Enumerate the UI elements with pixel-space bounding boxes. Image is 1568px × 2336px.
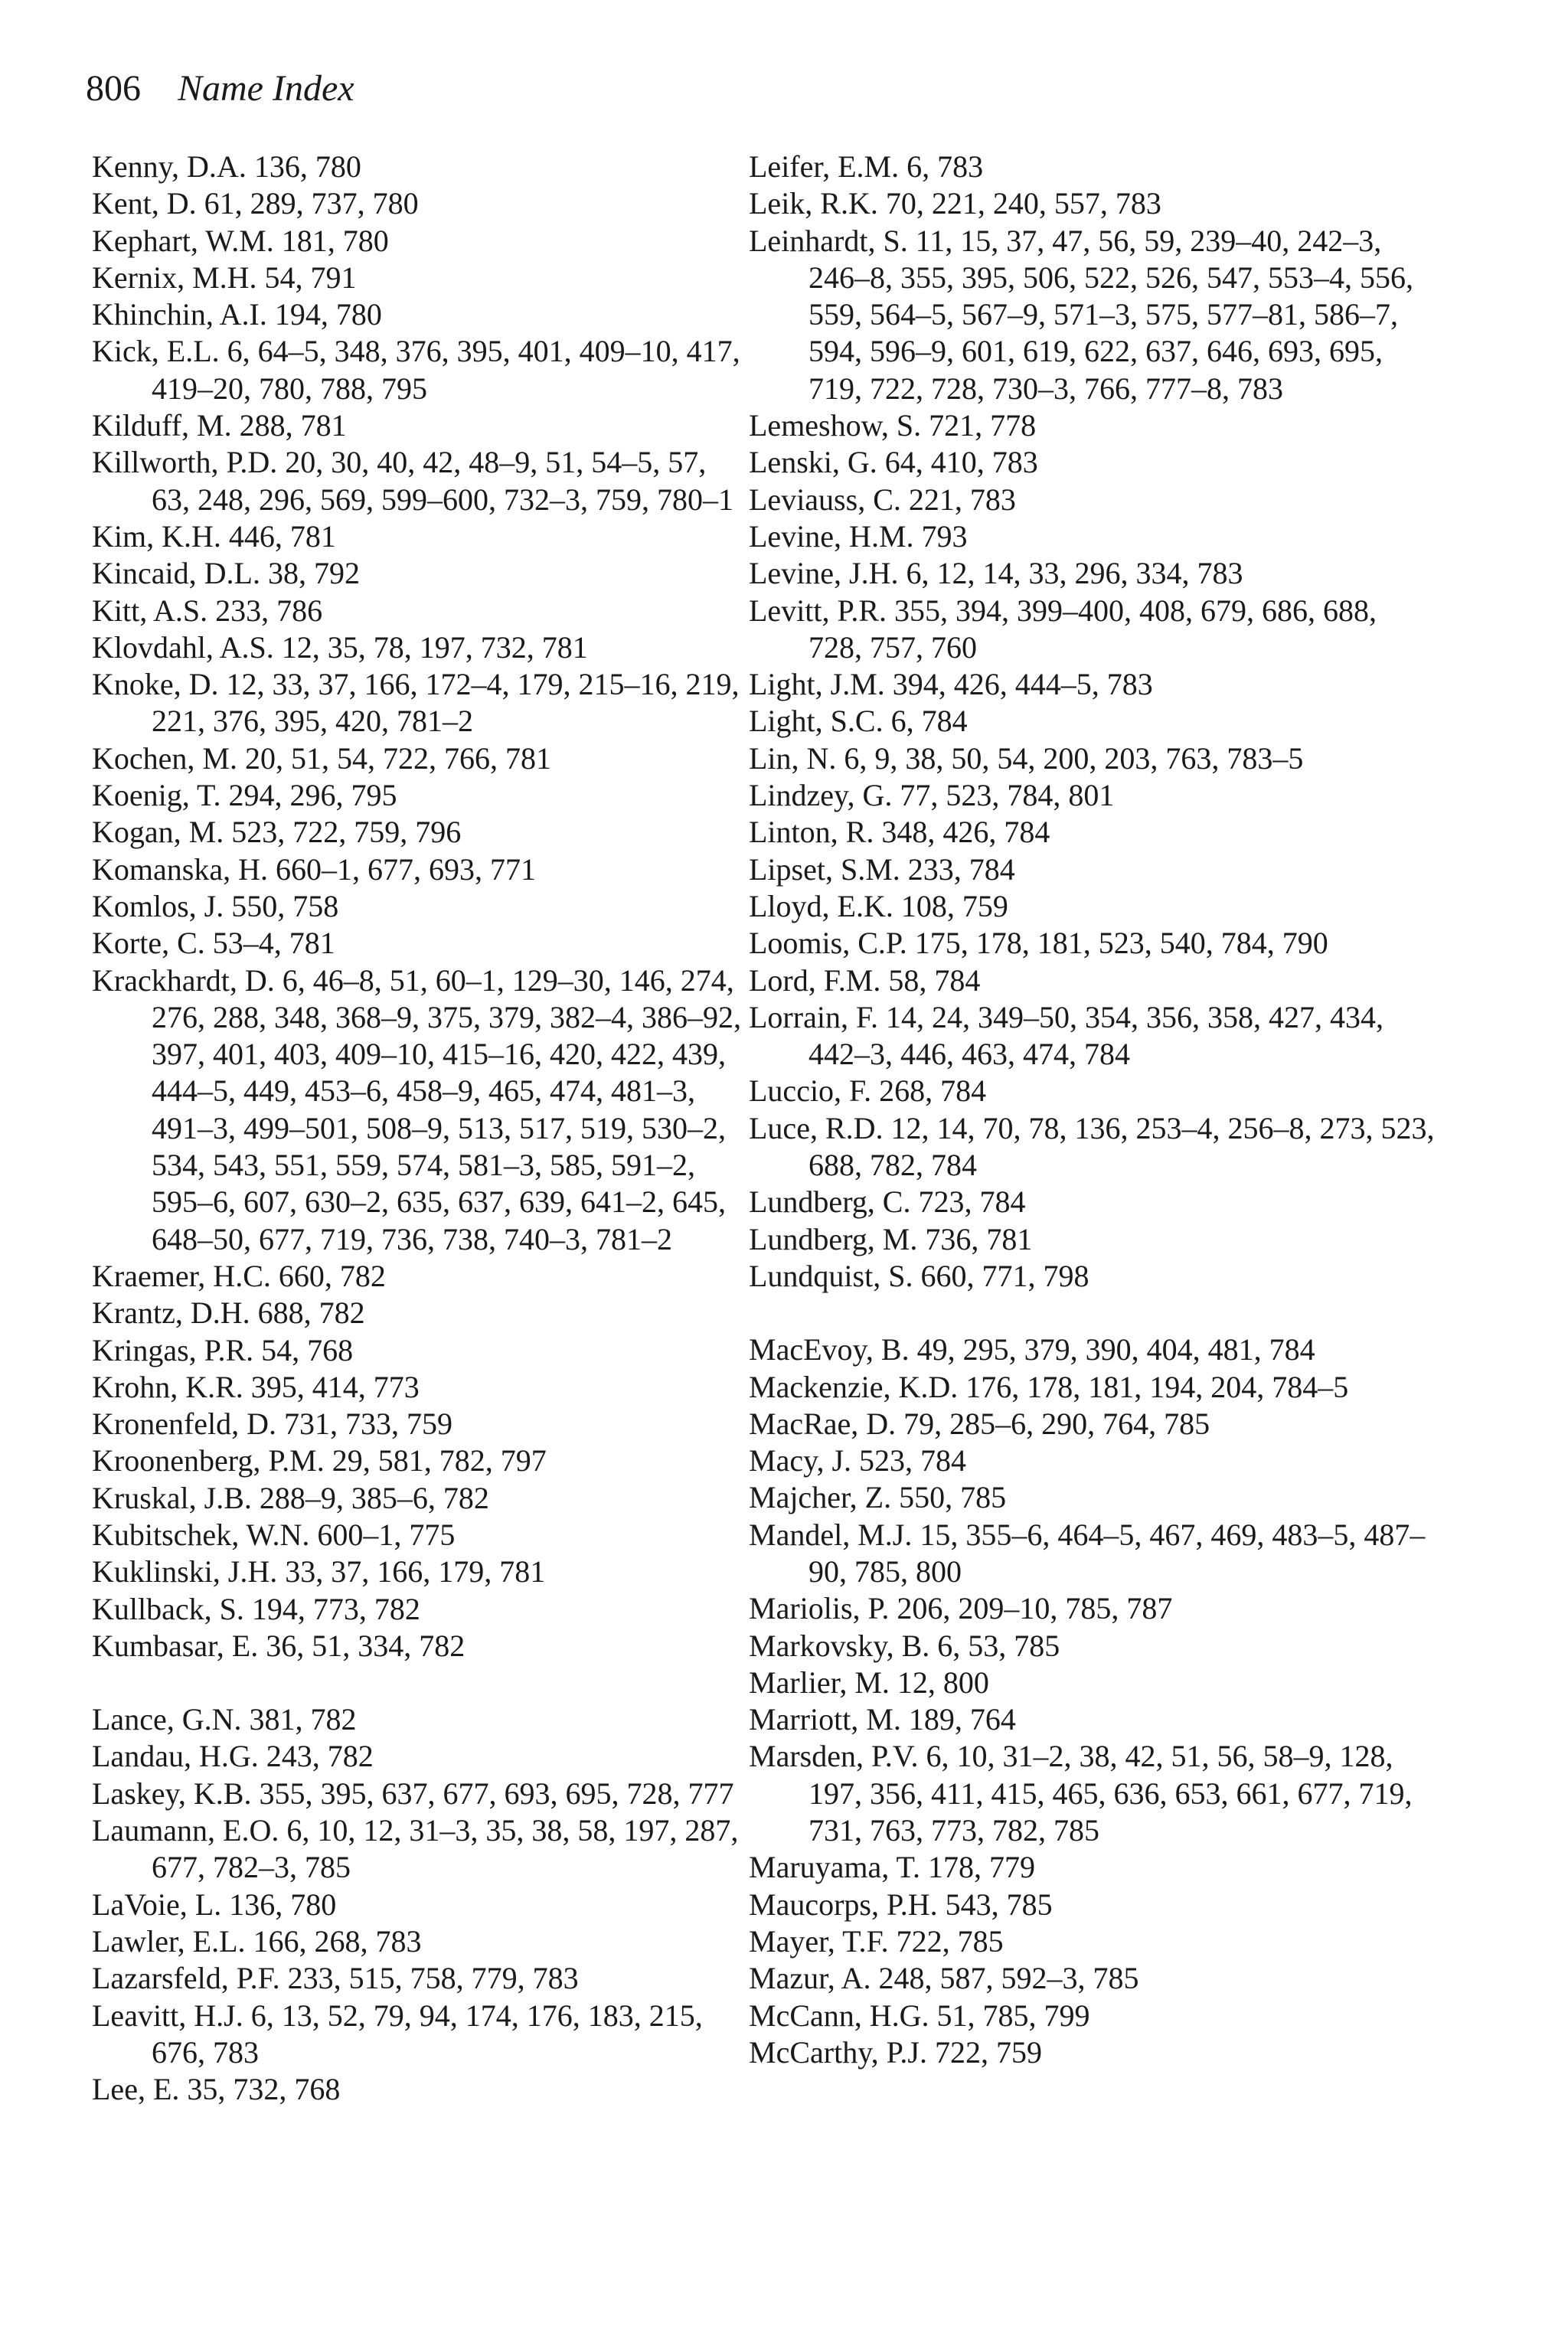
index-entry: Lord, F.M. 58, 784	[749, 962, 981, 998]
running-head: Name Index	[178, 68, 354, 109]
index-entry: Leifer, E.M. 6, 783	[749, 149, 984, 184]
index-entry: Mariolis, P. 206, 209–10, 785, 787	[749, 1591, 1173, 1626]
index-entry: Mazur, A. 248, 587, 592–3, 785	[749, 1961, 1139, 1996]
index-entry: Lance, G.N. 381, 782	[92, 1702, 357, 1737]
page-number: 806	[86, 68, 141, 109]
index-entry: Kernix, M.H. 54, 791	[92, 260, 357, 295]
index-entry: Kogan, M. 523, 722, 759, 796	[92, 815, 462, 850]
index-entry: Lloyd, E.K. 108, 759	[749, 888, 1008, 923]
index-entry: Kick, E.L. 6, 64–5, 348, 376, 395, 401, 409–10, 417, 419–20, 780, 788, 795	[92, 334, 740, 406]
index-entry: Kincaid, D.L. 38, 792	[92, 556, 360, 591]
index-entry: Krohn, K.R. 395, 414, 773	[92, 1369, 420, 1404]
page-header	[86, 64, 354, 113]
index-entry: Kitt, A.S. 233, 786	[92, 593, 323, 628]
index-group-m	[749, 1331, 1438, 2071]
index-entry: Lazarsfeld, P.F. 233, 515, 758, 779, 783	[92, 1961, 579, 1996]
index-entry: Maucorps, P.H. 543, 785	[749, 1887, 1053, 1922]
index-column-right	[749, 149, 1438, 2071]
index-entry: McCarthy, P.J. 722, 759	[749, 2034, 1042, 2070]
index-entry: Kullback, S. 194, 773, 782	[92, 1591, 420, 1626]
index-entry: Khinchin, A.I. 194, 780	[92, 297, 382, 332]
index-entry: Lundberg, C. 723, 784	[749, 1184, 1026, 1220]
letter-group-spacer	[92, 1665, 750, 1701]
index-entry: Lemeshow, S. 721, 778	[749, 408, 1037, 443]
index-entry: Kroonenberg, P.M. 29, 581, 782, 797	[92, 1443, 547, 1478]
index-entry: Marriott, M. 189, 764	[749, 1702, 1016, 1737]
index-entry: Lundberg, M. 736, 781	[749, 1221, 1033, 1256]
letter-group-spacer	[749, 1295, 1438, 1331]
index-entry: Linton, R. 348, 426, 784	[749, 815, 1050, 850]
index-group-l-continued	[749, 149, 1438, 1295]
index-entry: Korte, C. 53–4, 781	[92, 926, 335, 961]
index-entry: Komanska, H. 660–1, 677, 693, 771	[92, 851, 536, 887]
index-entry: MacRae, D. 79, 285–6, 290, 764, 785	[749, 1406, 1210, 1441]
index-entry: Kronenfeld, D. 731, 733, 759	[92, 1407, 453, 1442]
index-entry: Kochen, M. 20, 51, 54, 722, 766, 781	[92, 740, 551, 776]
index-entry: Knoke, D. 12, 33, 37, 166, 172–4, 179, 215–16, 219, 221, 376, 395, 420, 781–2	[92, 667, 740, 739]
index-entry: Maruyama, T. 178, 779	[749, 1850, 1036, 1885]
index-entry: Lee, E. 35, 732, 768	[92, 2072, 341, 2107]
index-entry: Kumbasar, E. 36, 51, 334, 782	[92, 1628, 466, 1663]
index-entry: Leviauss, C. 221, 783	[749, 482, 1016, 517]
index-column-left	[92, 149, 750, 2108]
index-entry: McCann, H.G. 51, 785, 799	[749, 1998, 1090, 2033]
index-entry: Lin, N. 6, 9, 38, 50, 54, 200, 203, 763, 783–5	[749, 740, 1304, 776]
index-entry: Laskey, K.B. 355, 395, 637, 677, 693, 695, 728, 777	[92, 1776, 734, 1811]
index-entry: Marlier, M. 12, 800	[749, 1665, 989, 1700]
index-entry: Koenig, T. 294, 296, 795	[92, 778, 397, 813]
index-entry: Levine, J.H. 6, 12, 14, 33, 296, 334, 783	[749, 556, 1243, 591]
index-entry: Lenski, G. 64, 410, 783	[749, 445, 1038, 480]
index-entry: Lorrain, F. 14, 24, 349–50, 354, 356, 358, 427, 434, 442–3, 446, 463, 474, 784	[749, 999, 1383, 1072]
index-entry: Luccio, F. 268, 784	[749, 1073, 987, 1109]
index-entry: Levitt, P.R. 355, 394, 399–400, 408, 679, 686, 688, 728, 757, 760	[749, 593, 1377, 665]
index-entry: Lipset, S.M. 233, 784	[749, 851, 1015, 887]
index-entry: Levine, H.M. 793	[749, 518, 968, 554]
index-entry: Lindzey, G. 77, 523, 784, 801	[749, 778, 1115, 813]
index-entry: Krackhardt, D. 6, 46–8, 51, 60–1, 129–30, 146, 274, 276, 288, 348, 368–9, 375, 379, 382–4, 386–92, 397, 401, 403, 409–10, 415–16, 420, 422, 439, 444–5, 449, 453–6, 458–9, 465, 474, 481–3, 491–3, 499–501, 508–9, 513, 517, 519, 530–2, 534, 543, 551, 559, 574, 581–3, 585, 591–2, 595–6, 607, 630–2, 635, 637, 639, 641–2, 645, 648–50, 677, 719, 736, 738, 740–3, 781–2	[92, 962, 741, 1256]
index-entry: Killworth, P.D. 20, 30, 40, 42, 48–9, 51, 54–5, 57, 63, 248, 296, 569, 599–600, 732–3, 759, 780–1	[92, 445, 733, 517]
index-entry: Kubitschek, W.N. 600–1, 775	[92, 1517, 456, 1552]
index-entry: Lundquist, S. 660, 771, 798	[749, 1258, 1089, 1293]
index-entry: Krantz, D.H. 688, 782	[92, 1295, 365, 1331]
index-entry: Macy, J. 523, 784	[749, 1443, 967, 1478]
index-entry: Loomis, C.P. 175, 178, 181, 523, 540, 784, 790	[749, 926, 1328, 961]
index-entry: Luce, R.D. 12, 14, 70, 78, 136, 253–4, 256–8, 273, 523, 688, 782, 784	[749, 1110, 1435, 1183]
index-entry: Light, S.C. 6, 784	[749, 704, 968, 739]
index-entry: Majcher, Z. 550, 785	[749, 1480, 1007, 1515]
index-entry: Laumann, E.O. 6, 10, 12, 31–3, 35, 38, 58, 197, 287, 677, 782–3, 785	[92, 1813, 739, 1885]
index-entry: Landau, H.G. 243, 782	[92, 1739, 374, 1774]
index-entry: Kilduff, M. 288, 781	[92, 408, 347, 443]
index-group-l	[92, 1701, 750, 2108]
index-entry: Leik, R.K. 70, 221, 240, 557, 783	[749, 186, 1161, 221]
index-entry: Kephart, W.M. 181, 780	[92, 223, 389, 258]
index-entry: Leinhardt, S. 11, 15, 37, 47, 56, 59, 239–40, 242–3, 246–8, 355, 395, 506, 522, 526, 547, 553–4, 556, 559, 564–5, 567–9, 571–3, 575, 577–81, 586–7, 594, 596–9, 601, 619, 622, 637, 646, 693, 695, 719, 722, 728, 730–3, 766, 777–8, 783	[749, 223, 1413, 406]
index-entry: Klovdahl, A.S. 12, 35, 78, 197, 732, 781	[92, 629, 588, 665]
index-entry: LaVoie, L. 136, 780	[92, 1887, 337, 1922]
index-entry: Marsden, P.V. 6, 10, 31–2, 38, 42, 51, 56, 58–9, 128, 197, 356, 411, 415, 465, 636, 653, 661, 677, 719, 731, 763, 773, 782, 785	[749, 1739, 1413, 1848]
index-entry: Kringas, P.R. 54, 768	[92, 1332, 354, 1367]
index-entry: MacEvoy, B. 49, 295, 379, 390, 404, 481, 784	[749, 1332, 1315, 1367]
index-entry: Kuklinski, J.H. 33, 37, 166, 179, 781	[92, 1554, 546, 1589]
index-entry: Kraemer, H.C. 660, 782	[92, 1258, 386, 1293]
index-entry: Kent, D. 61, 289, 737, 780	[92, 186, 419, 221]
index-entry: Kenny, D.A. 136, 780	[92, 149, 361, 184]
index-entry: Lawler, E.L. 166, 268, 783	[92, 1923, 422, 1959]
index-entry: Light, J.M. 394, 426, 444–5, 783	[749, 667, 1153, 702]
index-entry: Mackenzie, K.D. 176, 178, 181, 194, 204, 784–5	[749, 1369, 1349, 1404]
index-entry: Leavitt, H.J. 6, 13, 52, 79, 94, 174, 176, 183, 215, 676, 783	[92, 1998, 703, 2070]
index-entry: Komlos, J. 550, 758	[92, 888, 339, 923]
index-entry: Kruskal, J.B. 288–9, 385–6, 782	[92, 1480, 489, 1515]
index-entry: Kim, K.H. 446, 781	[92, 518, 336, 554]
index-entry: Markovsky, B. 6, 53, 785	[749, 1628, 1060, 1663]
index-entry: Mayer, T.F. 722, 785	[749, 1923, 1004, 1959]
index-entry: Mandel, M.J. 15, 355–6, 464–5, 467, 469, 483–5, 487–90, 785, 800	[749, 1517, 1426, 1589]
index-group-k	[92, 149, 750, 1665]
